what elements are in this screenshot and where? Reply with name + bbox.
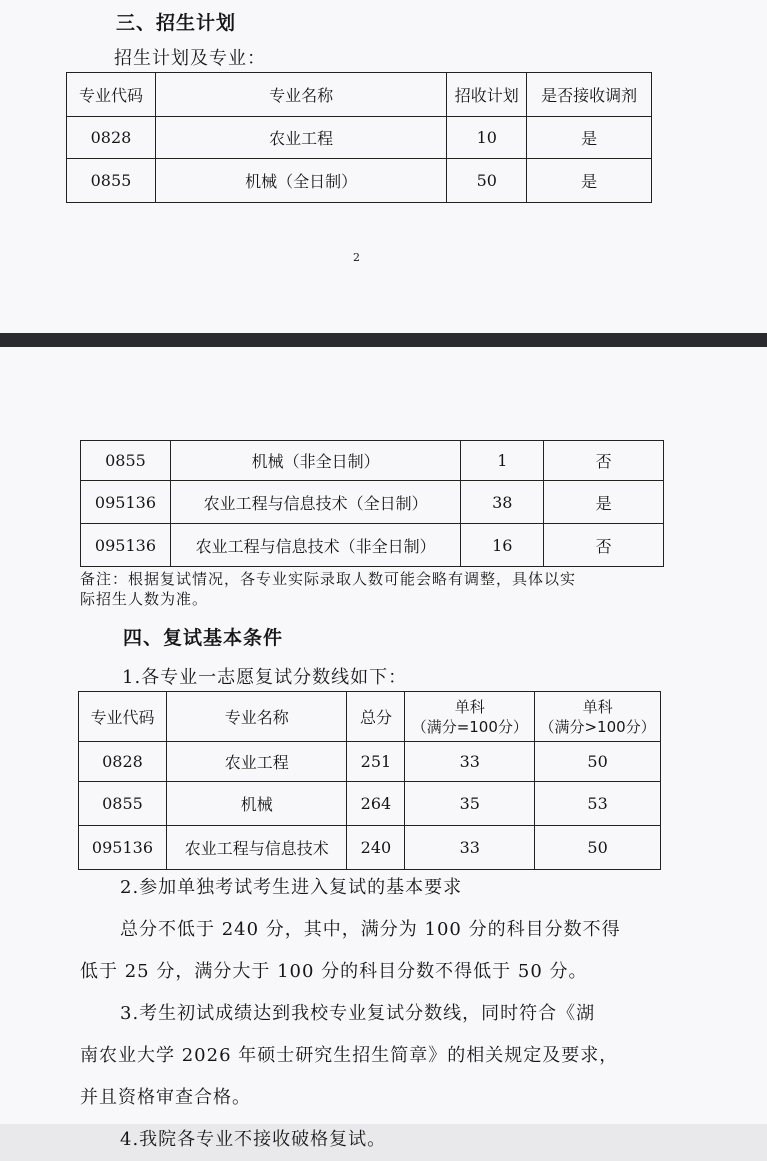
cell-adjust: 是 <box>527 159 652 203</box>
score-table-header-row <box>79 692 661 742</box>
table-row <box>79 782 661 826</box>
cell-code: 095136 <box>79 826 167 870</box>
cell-single-100: 33 <box>405 742 535 782</box>
table-row <box>81 441 664 481</box>
cell-code: 0855 <box>67 159 156 203</box>
item-4: 4.我院各专业不接收破格复试。 <box>120 1129 387 1150</box>
section-title-plan: 三、招生计划 <box>116 12 237 34</box>
header-single-subject-100-line-2: （满分=100分） <box>411 717 528 736</box>
cell-name: 农业工程与信息技术（非全日制） <box>170 524 460 567</box>
cell-code: 0828 <box>67 117 156 159</box>
cell-name: 农业工程 <box>155 117 446 159</box>
cell-single-100: 33 <box>405 826 535 870</box>
table-row <box>67 159 652 203</box>
item-2-text-line-1: 总分不低于 240 分，其中，满分为 100 分的科目分数不得 <box>120 919 621 940</box>
cell-single-over-100: 50 <box>535 826 661 870</box>
score-line-table <box>78 691 661 870</box>
cell-total: 264 <box>347 782 405 826</box>
cell-code: 095136 <box>81 524 171 567</box>
header-major-code: 专业代码 <box>79 692 167 742</box>
header-enrollment-plan: 招收计划 <box>447 73 527 117</box>
cell-plan: 50 <box>447 159 527 203</box>
header-single-subject-over-100-line-2: （满分>100分） <box>539 717 656 736</box>
requirements-body <box>0 867 767 1161</box>
item-3-line-3: 并且资格审查合格。 <box>80 1087 251 1108</box>
cell-adjust: 否 <box>544 441 664 481</box>
cell-name: 机械 <box>166 782 347 826</box>
header-major-name: 专业名称 <box>155 73 446 117</box>
section-title-retest: 四、复试基本条件 <box>123 627 284 649</box>
plan-note-line-1: 备注：根据复试情况，各专业实际录取人数可能会略有调整，具体以实 <box>80 570 577 588</box>
page-number: 2 <box>353 251 360 264</box>
header-single-subject-100-line-1: 单科 <box>454 697 485 716</box>
cell-adjust: 是 <box>527 117 652 159</box>
plan-subtitle: 招生计划及专业： <box>114 48 266 69</box>
plan-note <box>80 569 680 609</box>
cell-code: 095136 <box>81 481 171 524</box>
cell-code: 0828 <box>79 742 167 782</box>
table-row <box>81 524 664 567</box>
cell-plan: 10 <box>447 117 527 159</box>
item-2: 2.参加单独考试考生进入复试的基本要求 <box>120 877 463 898</box>
table-row <box>81 481 664 524</box>
cell-total: 251 <box>347 742 405 782</box>
cell-single-100: 35 <box>405 782 535 826</box>
item-3-line-2: 南农业大学 2026 年硕士研究生招生简章》的相关规定及要求， <box>80 1045 619 1066</box>
cell-name: 机械（非全日制） <box>170 441 460 481</box>
header-major-name: 专业名称 <box>166 692 347 742</box>
cell-name: 农业工程与信息技术 <box>166 826 347 870</box>
header-total-score: 总分 <box>347 692 405 742</box>
cell-total: 240 <box>347 826 405 870</box>
document-page-1 <box>0 0 767 333</box>
cell-name: 机械（全日制） <box>155 159 446 203</box>
header-major-code: 专业代码 <box>67 73 156 117</box>
cell-adjust: 否 <box>544 524 664 567</box>
item-1: 1.各专业一志愿复试分数线如下： <box>122 667 408 688</box>
plan-table-continued <box>80 440 664 567</box>
cell-code: 0855 <box>81 441 171 481</box>
plan-note-line-2: 际招生人数为准。 <box>80 590 209 608</box>
cell-plan: 1 <box>461 441 544 481</box>
cell-plan: 38 <box>461 481 544 524</box>
header-single-subject-over-100 <box>535 692 661 742</box>
plan-table <box>66 72 652 203</box>
header-single-subject-over-100-line-1: 单科 <box>582 697 613 716</box>
cell-code: 0855 <box>79 782 167 826</box>
document-page-2 <box>0 347 767 1150</box>
cell-plan: 16 <box>461 524 544 567</box>
cell-single-over-100: 53 <box>535 782 661 826</box>
header-single-subject-100 <box>405 692 535 742</box>
cell-name: 农业工程与信息技术（全日制） <box>170 481 460 524</box>
cell-single-over-100: 50 <box>535 742 661 782</box>
table-row <box>67 117 652 159</box>
item-2-text-line-2: 低于 25 分，满分大于 100 分的科目分数不得低于 50 分。 <box>80 961 588 982</box>
plan-table-header-row <box>67 73 652 117</box>
table-row <box>79 742 661 782</box>
page-separator <box>0 333 767 347</box>
item-3-line-1: 3.考生初试成绩达到我校专业复试分数线，同时符合《湖 <box>120 1003 596 1024</box>
cell-adjust: 是 <box>544 481 664 524</box>
header-accept-adjustment: 是否接收调剂 <box>527 73 652 117</box>
table-row <box>79 826 661 870</box>
cell-name: 农业工程 <box>166 742 347 782</box>
